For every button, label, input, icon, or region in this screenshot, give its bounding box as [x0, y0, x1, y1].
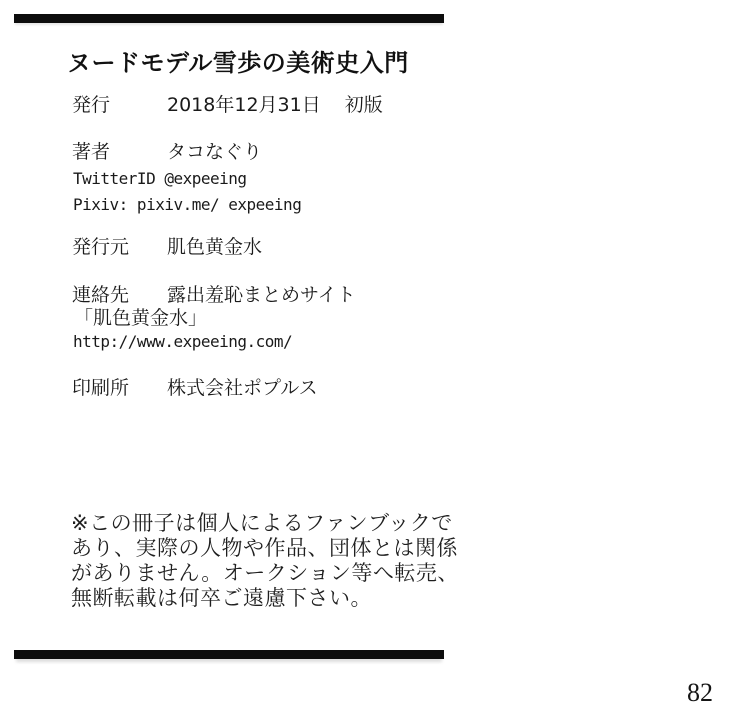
author-row: [72, 141, 262, 163]
contact-url: http://www.expeeing.com/: [73, 332, 293, 351]
publisher-name: 肌色黄金水: [167, 236, 263, 258]
author-label: 著者: [72, 141, 111, 163]
author-pixiv: Pixiv: pixiv.me/ expeeing: [73, 195, 302, 214]
printer-row: [72, 377, 318, 399]
book-title: ヌードモデル雪歩の美術史入門: [67, 49, 409, 77]
disclaimer-text: [71, 511, 459, 611]
printer-label: 印刷所: [72, 377, 130, 399]
disclaimer-line-4: 無断転載は何卒ご遠慮下さい。: [71, 586, 372, 610]
publisher-row: [72, 236, 262, 258]
publication-date: 2018年12月31日: [167, 94, 321, 116]
bottom-divider-bar: [14, 650, 444, 659]
contact-row: [72, 284, 356, 306]
top-divider-bar: [14, 14, 444, 23]
contact-label: 連絡先: [72, 284, 130, 306]
contact-site: 露出羞恥まとめサイト: [167, 284, 356, 306]
publication-label: 発行: [72, 94, 111, 116]
contact-circle-name: 「肌色黄金水」: [74, 307, 208, 329]
publication-edition: 初版: [344, 94, 383, 116]
author-name: タコなぐり: [167, 141, 263, 163]
printer-name: 株式会社ポプルス: [167, 377, 318, 399]
disclaimer-line-2: あり、実際の人物や作品、団体とは関係: [71, 536, 458, 560]
publication-row: [72, 94, 383, 116]
publisher-label: 発行元: [72, 236, 130, 258]
disclaimer-line-3: がありません。オークション等へ転売、: [71, 561, 459, 585]
disclaimer-line-1: ※この冊子は個人によるファンブックで: [71, 511, 453, 535]
author-twitter: TwitterID @expeeing: [73, 169, 247, 188]
page-number: 82: [687, 678, 713, 707]
